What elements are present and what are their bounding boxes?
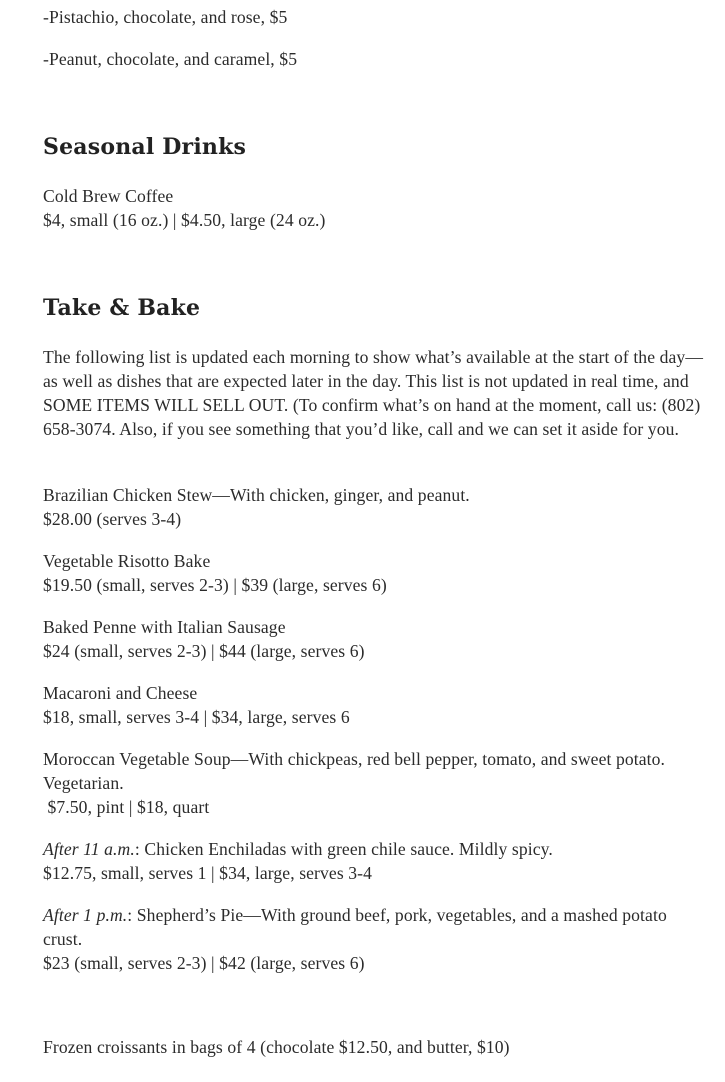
menu-item-price: $18, small, serves 3-4 | $34, large, serves 6 xyxy=(43,707,350,727)
menu-item-price: $24 (small, serves 2-3) | $44 (large, serves 6) xyxy=(43,641,365,661)
frozen-croissants: Frozen croissants in bags of 4 (chocolate $12.50, and butter, $10) xyxy=(43,1037,510,1057)
take-and-bake-heading: Take & Bake xyxy=(43,295,201,321)
time-separator: : xyxy=(134,839,145,859)
menu-item-name: Brazilian Chicken Stew—With chicken, ginger, and peanut. xyxy=(43,485,470,505)
seasonal-drinks-heading: Seasonal Drinks xyxy=(43,134,247,160)
menu-item-name: Moroccan Vegetable Soup—With chickpeas, red bell pepper, tomato, and sweet potato. Vegetarian. xyxy=(43,749,666,793)
dessert-item: -Peanut, chocolate, and caramel, $5 xyxy=(43,49,298,69)
menu-item-price: $12.75, small, serves 1 | $34, large, serves 3-4 xyxy=(43,863,373,883)
menu-item-name: Macaroni and Cheese xyxy=(43,683,198,703)
take-and-bake-intro: The following list is updated each morning to show what’s available at the start of the day—as well as dishes that are expected later in the day. This list is not updated in real time, and SOME ITEMS WILL SELL OUT. (To confirm what’s on hand at the moment, call us: (802) 658-3074. Also, if you see something that you’d like, call and we can set it aside for you. xyxy=(43,347,704,439)
timed-menu-item xyxy=(43,837,703,861)
drink-name: Cold Brew Coffee xyxy=(43,186,174,206)
menu-item-price: $19.50 (small, serves 2-3) | $39 (large, serves 6) xyxy=(43,575,387,595)
menu-item-name: Shepherd’s Pie—With ground beef, pork, vegetables, and a mashed potato crust. xyxy=(43,905,667,949)
timed-menu-item xyxy=(43,903,703,951)
menu-item-name: Baked Penne with Italian Sausage xyxy=(43,617,286,637)
availability-time: After 11 a.m. xyxy=(43,839,135,859)
menu-item-name: Vegetable Risotto Bake xyxy=(43,551,211,571)
menu-item-price: $28.00 (serves 3-4) xyxy=(43,509,182,529)
dessert-item: -Pistachio, chocolate, and rose, $5 xyxy=(43,7,288,27)
menu-item-name: Chicken Enchiladas with green chile sauce. Mildly spicy. xyxy=(144,839,553,859)
menu-item-price: $7.50, pint | $18, quart xyxy=(43,797,210,817)
availability-time: After 1 p.m. xyxy=(43,905,128,925)
drink-price: $4, small (16 oz.) | $4.50, large (24 oz.) xyxy=(43,210,326,230)
time-separator: : xyxy=(127,905,137,925)
menu-item-price: $23 (small, serves 2-3) | $42 (large, serves 6) xyxy=(43,953,365,973)
